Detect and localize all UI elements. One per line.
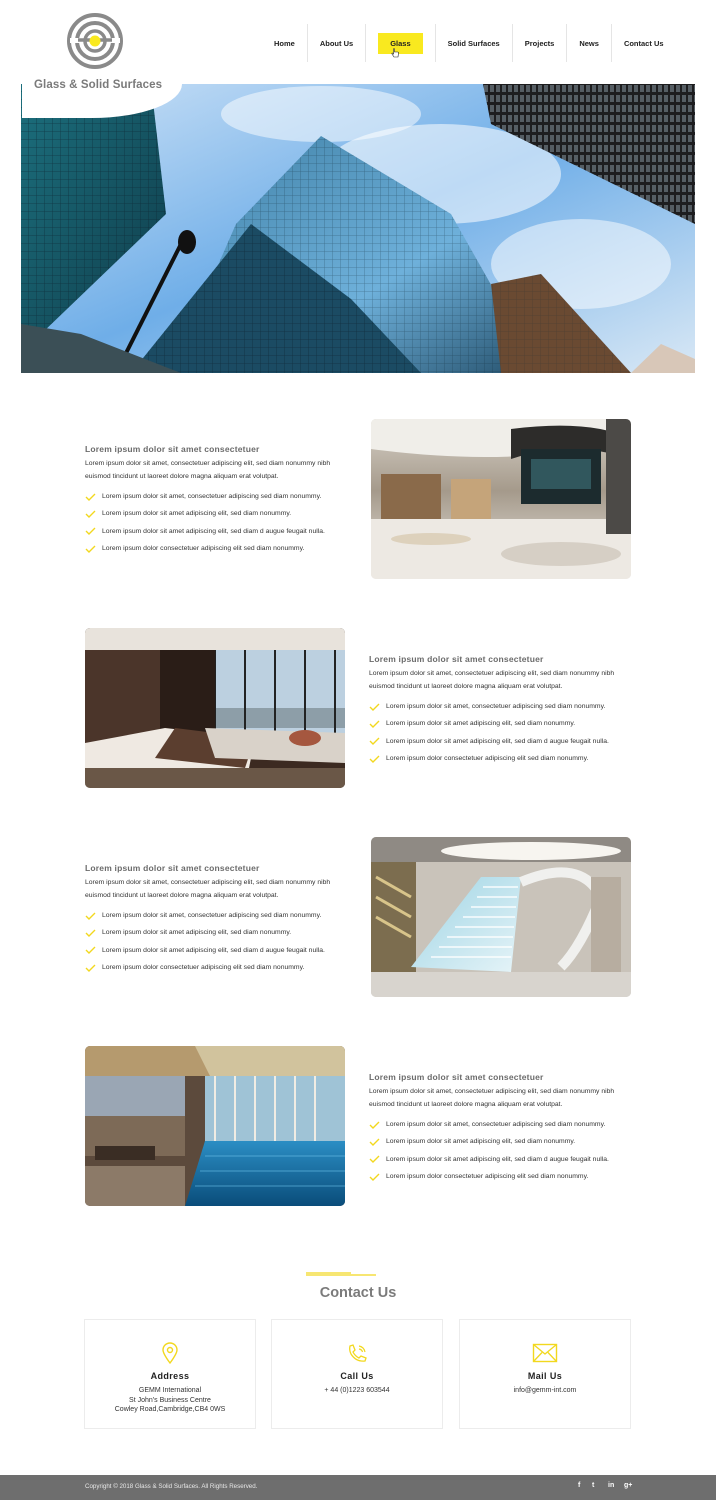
address-title: Address — [150, 1371, 190, 1381]
nav-projects[interactable] — [513, 24, 568, 62]
nav-projects-label: Projects — [524, 38, 555, 48]
main-nav — [262, 24, 676, 62]
feature-2-description: Lorem ipsum dolor sit amet, consectetuer adipiscing elit, sed diam nonummy nibh euismod tincidunt ut laoreet dolore magna aliquam erat volutpat. — [369, 670, 615, 690]
list-item-text: Lorem ipsum dolor consectetuer adipiscing elit sed diam nonummy. — [102, 545, 305, 553]
list-item-text: Lorem ipsum dolor sit amet adipiscing elit, sed diam nonummy. — [386, 1138, 576, 1146]
address-line: GEMM International — [138, 1387, 202, 1394]
twitter-icon[interactable]: t — [592, 1482, 595, 1489]
checkmark-icon — [85, 493, 96, 501]
list-item — [85, 959, 355, 976]
hand-cursor-icon — [391, 48, 399, 58]
feature-3-description: Lorem ipsum dolor sit amet, consectetuer adipiscing elit, sed diam nonummy nibh euismod tincidunt ut laoreet dolore magna aliquam erat volutpat. — [85, 879, 331, 899]
feature-2-heading: Lorem ipsum dolor sit amet consectetuer — [369, 654, 544, 664]
brand-name: Glass & Solid Surfaces — [34, 79, 163, 91]
list-item-text: Lorem ipsum dolor sit amet, consectetuer adipiscing sed diam nonummy. — [386, 1121, 606, 1129]
phone-number[interactable]: + 44 (0)1223 603544 — [324, 1387, 390, 1394]
feature-3-image — [371, 837, 631, 997]
feature-2-text — [369, 654, 639, 767]
list-item — [85, 907, 355, 924]
google-plus-icon[interactable]: g+ — [624, 1482, 633, 1489]
mail-title: Mail Us — [527, 1371, 563, 1381]
list-item — [369, 1133, 639, 1150]
list-item-text: Lorem ipsum dolor sit amet adipiscing elit, sed diam nonummy. — [102, 929, 292, 937]
facebook-icon[interactable]: f — [578, 1482, 581, 1489]
list-item-text: Lorem ipsum dolor sit amet adipiscing elit, sed diam d augue feugait nulla. — [102, 527, 325, 535]
list-item-text: Lorem ipsum dolor sit amet, consectetuer adipiscing sed diam nonummy. — [102, 912, 322, 920]
nav-solid-surfaces-label: Solid Surfaces — [447, 38, 500, 48]
nav-solid-surfaces[interactable] — [436, 24, 513, 62]
address-text — [85, 1386, 255, 1415]
checkmark-icon — [369, 1155, 380, 1163]
feature-3-text — [85, 863, 355, 976]
checkmark-icon — [85, 946, 96, 954]
nav-home-label: Home — [274, 38, 295, 48]
checkmark-icon — [85, 964, 96, 972]
list-item — [369, 1116, 639, 1133]
nav-news[interactable] — [567, 24, 612, 62]
contact-title: Contact Us — [319, 1285, 397, 1301]
checkmark-icon — [85, 545, 96, 553]
call-card — [271, 1319, 443, 1429]
feature-2-image — [85, 628, 345, 788]
feature-3-list — [85, 907, 355, 976]
feature-1-heading: Lorem ipsum dolor sit amet consectetuer — [85, 444, 260, 454]
list-item-text: Lorem ipsum dolor consectetuer adipiscing elit sed diam nonummy. — [386, 755, 589, 763]
checkmark-icon — [369, 755, 380, 763]
nav-about-us[interactable] — [308, 24, 366, 62]
list-item — [85, 523, 355, 540]
feature-1-text — [85, 444, 355, 557]
list-item-text: Lorem ipsum dolor consectetuer adipiscing elit sed diam nonummy. — [102, 964, 305, 972]
list-item — [369, 750, 639, 767]
feature-4-text — [369, 1072, 639, 1185]
list-item-text: Lorem ipsum dolor sit amet adipiscing elit, sed diam nonummy. — [102, 510, 292, 518]
list-item — [85, 924, 355, 941]
nav-glass-label: Glass — [378, 33, 422, 54]
envelope-icon — [532, 1342, 558, 1364]
checkmark-icon — [369, 737, 380, 745]
list-item — [369, 715, 639, 732]
nav-glass[interactable] — [366, 24, 435, 62]
checkmark-icon — [85, 929, 96, 937]
checkmark-icon — [369, 720, 380, 728]
section-divider — [306, 1272, 376, 1276]
nav-home[interactable] — [262, 24, 308, 62]
email-address[interactable]: info@gemm-int.com — [513, 1387, 577, 1394]
mail-card — [459, 1319, 631, 1429]
checkmark-icon — [85, 510, 96, 518]
logo[interactable] — [22, 0, 182, 118]
checkmark-icon — [369, 703, 380, 711]
address-card — [84, 1319, 256, 1429]
list-item-text: Lorem ipsum dolor sit amet adipiscing elit, sed diam d augue feugait nulla. — [386, 737, 609, 745]
list-item — [85, 540, 355, 557]
list-item — [369, 1168, 639, 1185]
checkmark-icon — [369, 1173, 380, 1181]
address-line: St John's Business Centre — [129, 1396, 211, 1404]
hero-image — [21, 84, 695, 373]
feature-4-heading: Lorem ipsum dolor sit amet consectetuer — [369, 1072, 544, 1082]
feature-1-list — [85, 488, 355, 557]
checkmark-icon — [369, 1121, 380, 1129]
feature-4-list — [369, 1116, 639, 1185]
feature-1-description: Lorem ipsum dolor sit amet, consectetuer adipiscing elit, sed diam nonummy nibh euismod tincidunt ut laoreet dolore magna aliquam erat volutpat. — [85, 460, 331, 480]
list-item-text: Lorem ipsum dolor sit amet adipiscing elit, sed diam d augue feugait nulla. — [386, 1155, 609, 1163]
feature-4-image — [85, 1046, 345, 1206]
list-item-text: Lorem ipsum dolor sit amet adipiscing elit, sed diam nonummy. — [386, 720, 576, 728]
checkmark-icon — [369, 1138, 380, 1146]
linkedin-icon[interactable]: in — [608, 1482, 615, 1489]
site-footer — [0, 1475, 716, 1500]
feature-2-list — [369, 698, 639, 767]
list-item — [369, 698, 639, 715]
checkmark-icon — [85, 527, 96, 535]
nav-contact-us-label: Contact Us — [623, 38, 664, 48]
feature-3-heading: Lorem ipsum dolor sit amet consectetuer — [85, 863, 260, 873]
list-item — [369, 1151, 639, 1168]
nav-contact-us[interactable] — [612, 24, 676, 62]
feature-1-image — [371, 419, 631, 579]
phone-icon — [344, 1342, 370, 1364]
list-item — [369, 733, 639, 750]
logo-icon — [66, 12, 124, 70]
list-item-text: Lorem ipsum dolor sit amet, consectetuer adipiscing sed diam nonummy. — [386, 703, 606, 711]
checkmark-icon — [85, 912, 96, 920]
list-item — [85, 505, 355, 522]
feature-4-description: Lorem ipsum dolor sit amet, consectetuer adipiscing elit, sed diam nonummy nibh euismod tincidunt ut laoreet dolore magna aliquam erat volutpat. — [369, 1088, 615, 1108]
list-item-text: Lorem ipsum dolor sit amet adipiscing elit, sed diam d augue feugait nulla. — [102, 946, 325, 954]
call-title: Call Us — [340, 1371, 374, 1381]
list-item-text: Lorem ipsum dolor sit amet, consectetuer adipiscing sed diam nonummy. — [102, 493, 322, 501]
copyright-text: Copyright © 2018 Glass & Solid Surfaces. All Rights Reserved. — [85, 1483, 258, 1490]
nav-news-label: News — [579, 38, 599, 48]
list-item — [85, 488, 355, 505]
address-line: Cowley Road,Cambridge,CB4 0WS — [114, 1406, 226, 1413]
list-item — [85, 942, 355, 959]
map-pin-icon — [157, 1342, 183, 1364]
list-item-text: Lorem ipsum dolor consectetuer adipiscing elit sed diam nonummy. — [386, 1173, 589, 1181]
nav-about-us-label: About Us — [319, 38, 354, 48]
